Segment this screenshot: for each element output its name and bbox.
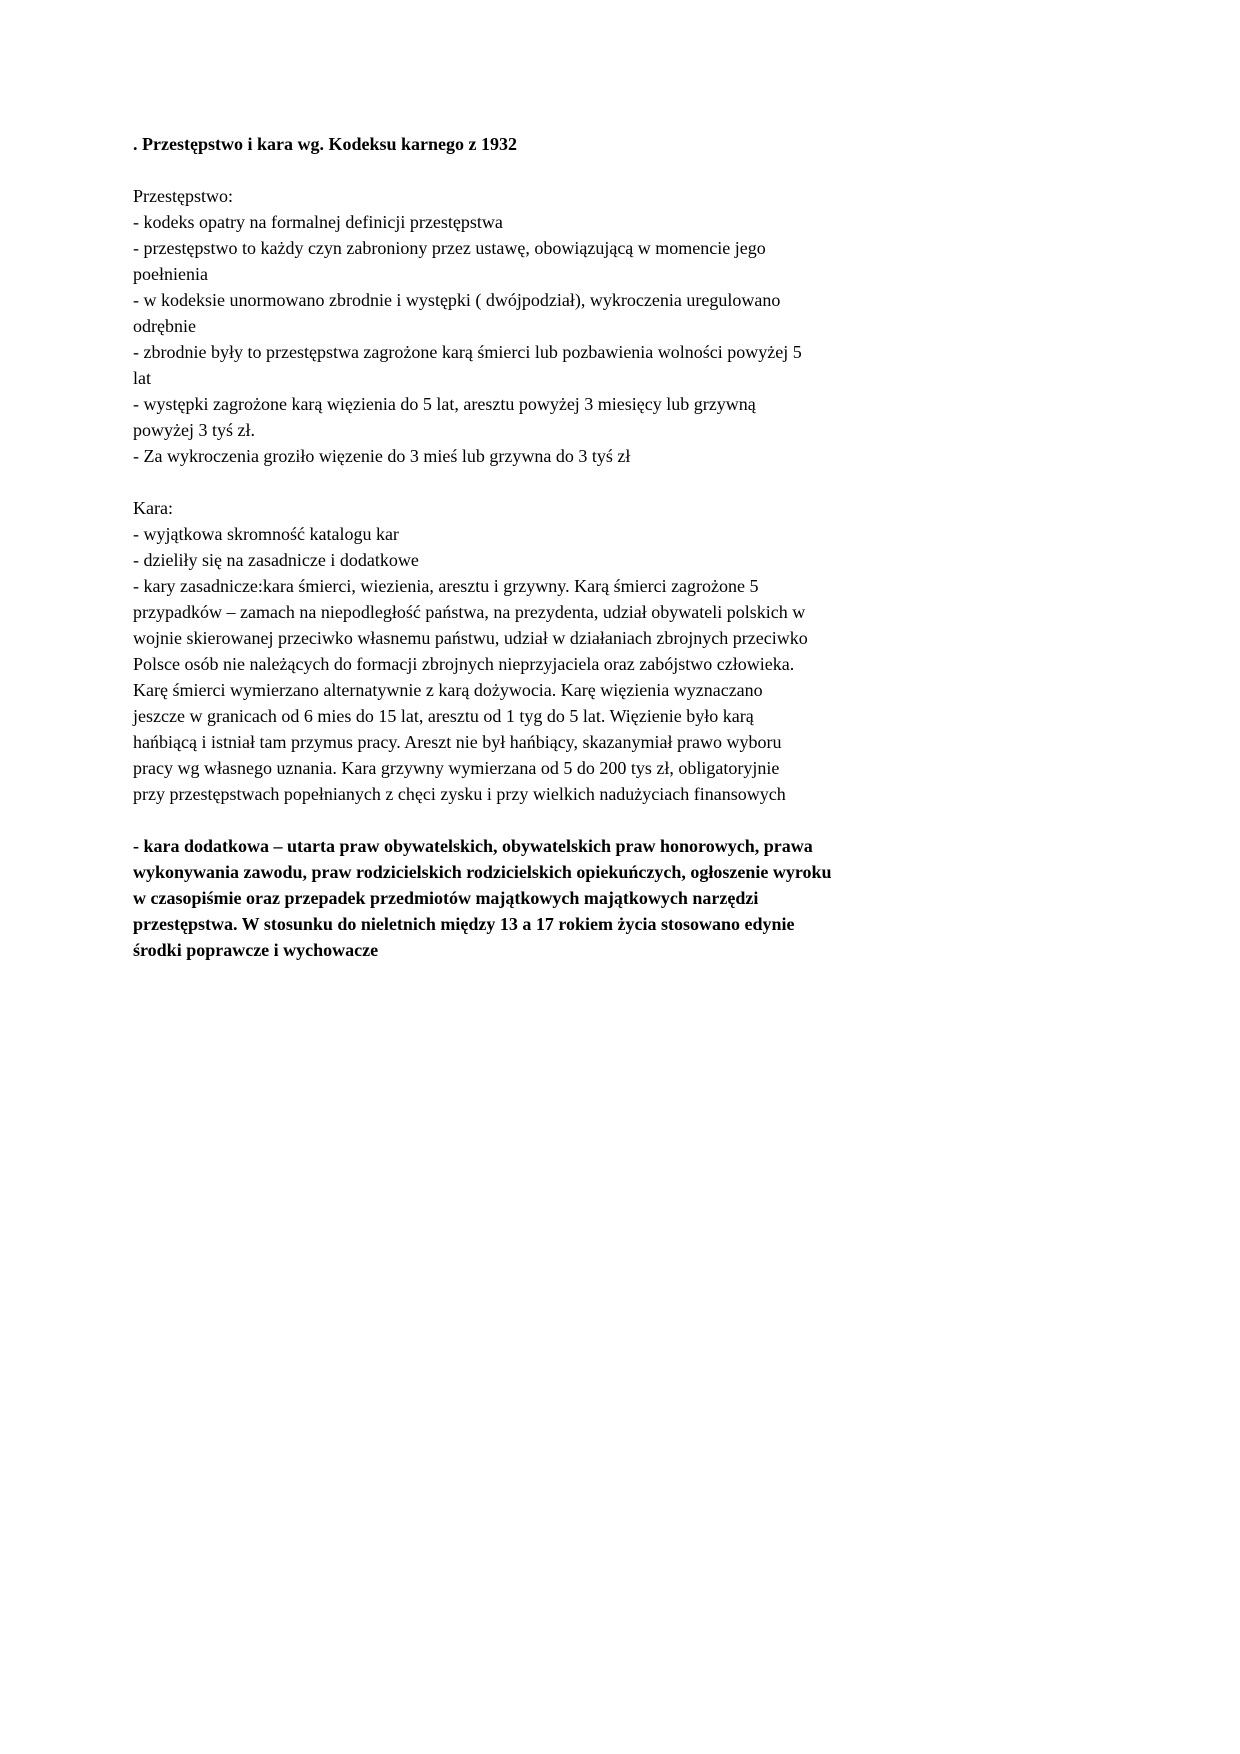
paragraph-kara-dodatkowa <box>133 833 983 963</box>
text-line: Karę śmierci wymierzano alternatywnie z karą dożywocia. Karę więzienia wyznaczano <box>133 680 763 700</box>
text-line: powyżej 3 tyś zł. <box>133 420 255 440</box>
text-line: przestępstwa. W stosunku do nieletnich między 13 a 17 rokiem życia stosowano edynie <box>133 914 795 934</box>
text-line: - kara dodatkowa – utarta praw obywatelskich, obywatelskich praw honorowych, prawa <box>133 836 813 856</box>
text-line: w czasopiśmie oraz przepadek przedmiotów majątkowych majątkowych narzędzi <box>133 888 759 908</box>
text-line: wojnie skierowanej przeciwko własnemu państwu, udział w działaniach zbrojnych przeciwko <box>133 628 808 648</box>
paragraph-kara <box>133 495 983 807</box>
text-line: wykonywania zawodu, praw rodzicielskich rodzicielskich opiekuńczych, ogłoszenie wyroku <box>133 862 832 882</box>
text-line: pracy wg własnego uznania. Kara grzywny wymierzana od 5 do 200 tys zł, obligatoryjnie <box>133 758 780 778</box>
text-line: przy przestępstwach popełnianych z chęci zysku i przy wielkich nadużyciach finansowych <box>133 784 786 804</box>
document-sections <box>133 183 983 963</box>
text-line: środki poprawcze i wychowacze <box>133 940 379 960</box>
document-title: . Przestępstwo i kara wg. Kodeksu karnego z 1932 <box>133 134 517 154</box>
text-line: - zbrodnie były to przestępstwa zagrożone karą śmierci lub pozbawienia wolności powyżej 5 <box>133 342 802 362</box>
text-line: lat <box>133 368 151 388</box>
text-line: - wyjątkowa skromność katalogu kar <box>133 524 399 544</box>
text-line: - kary zasadnicze:kara śmierci, wiezienia, aresztu i grzywny. Karą śmierci zagrożone 5 <box>133 576 759 596</box>
text-line: Przestępstwo: <box>133 186 233 206</box>
text-line: - przestępstwo to każdy czyn zabroniony przez ustawę, obowiązującą w momencie jego <box>133 238 766 258</box>
text-line: hańbiącą i istniał tam przymus pracy. Areszt nie był hańbiący, skazanymiał prawo wyboru <box>133 732 782 752</box>
text-line: jeszcze w granicach od 6 mies do 15 lat, aresztu od 1 tyg do 5 lat. Więzienie było karą <box>133 706 754 726</box>
text-line: Polsce osób nie należących do formacji zbrojnych nieprzyjaciela oraz zabójstwo człowieka. <box>133 654 795 674</box>
text-line: - dzieliły się na zasadnicze i dodatkowe <box>133 550 419 570</box>
text-line: - w kodeksie unormowano zbrodnie i występki ( dwójpodział), wykroczenia uregulowano <box>133 290 781 310</box>
text-line: przypadków – zamach na niepodległość państwa, na prezydenta, udział obywateli polskich w <box>133 602 806 622</box>
text-line: - Za wykroczenia groziło więzenie do 3 mieś lub grzywna do 3 tyś zł <box>133 446 631 466</box>
text-line: - występki zagrożone karą więzienia do 5 lat, aresztu powyżej 3 miesięcy lub grzywną <box>133 394 756 414</box>
document-content <box>133 131 983 989</box>
text-line: poełnienia <box>133 264 208 284</box>
paragraph-przestepstwo <box>133 183 983 469</box>
text-line: odrębnie <box>133 316 196 336</box>
text-line: Kara: <box>133 498 173 518</box>
text-line: - kodeks opatry na formalnej definicji przestępstwa <box>133 212 503 232</box>
